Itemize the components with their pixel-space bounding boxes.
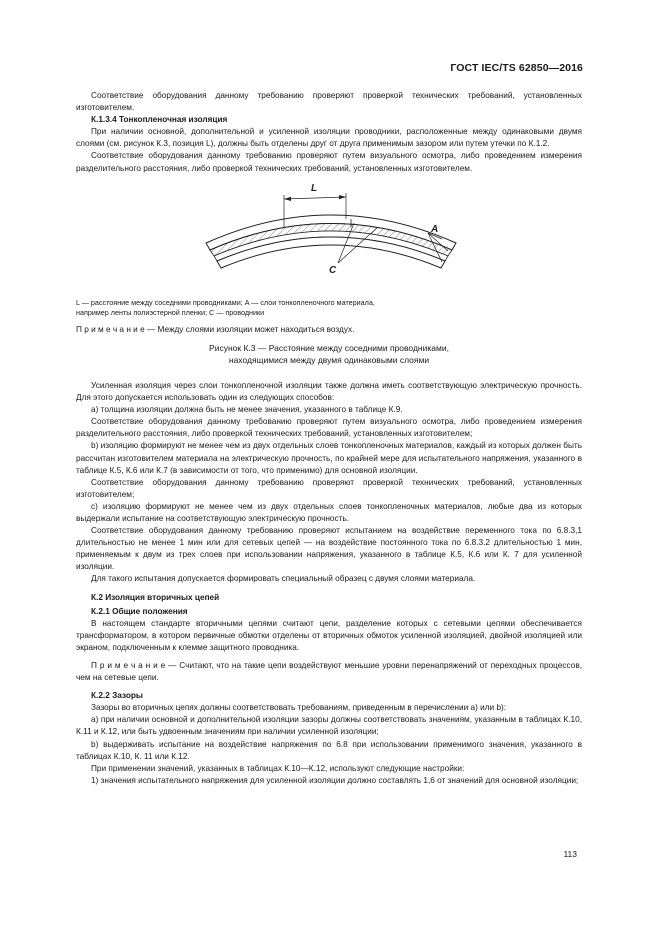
label-c: C xyxy=(329,264,337,276)
list-item-1: 1) значения испытательного напряжения для усиленной изоляции должно составлять 1,6 от значений для основной изоляции; xyxy=(91,775,579,785)
paragraph: Соответствие оборудования данному требованию проверяют путем визуального осмотра, либо проведением измерения разделительного расстояния, либо проверкой технических требований, установленных изготовителем; xyxy=(76,417,582,439)
document-code-header: ГОСТ IEC/TS 62850—2016 xyxy=(450,62,583,74)
dimension-arrow-right xyxy=(339,195,346,199)
paragraph: При применении значений, указанных в таблицах К.10—К.12, используют следующие настройки: xyxy=(91,763,465,773)
section-heading-k134: К.1.3.4 Тонкопленочная изоляция xyxy=(91,115,228,125)
label-a: A xyxy=(431,223,439,235)
section-heading-k22: К.2.2 Зазоры xyxy=(91,691,143,701)
paragraph: Соответствие оборудования данному требованию проверяют путем визуального осмотра, либо проведением измерения разделительного расстояния, либо проверкой технических требований, установленных изготовителем. xyxy=(76,151,582,173)
figure-k3-drawing xyxy=(76,175,582,297)
label-l: L xyxy=(311,182,318,194)
figure-title-line-1: Рисунок К.3 — Расстояние между соседними проводниками, xyxy=(209,342,449,353)
paragraph: Зазоры во вторичных цепях должны соответствовать требованиям, приведенным в перечислении a) или b): xyxy=(91,703,507,713)
paragraph: Усиленная изоляция через слои тонкопленочной изоляции также должна иметь соответствующую электрическую прочность. Для этого допускается использовать один из следующих способов: xyxy=(76,380,582,403)
note-label: П р и м е ч а н и е xyxy=(76,324,145,334)
note-label: П р и м е ч а н и е xyxy=(91,661,166,670)
paragraph: При наличии основной, дополнительной и усиленной изоляции проводники, расположенные между одинаковыми двумя слоями (см. рисунок К.3, позиция L), должны быть отделены друг от друга применимым зазором или путем утечки по К.1.2. xyxy=(76,127,582,149)
figure-title-line-2: находящимися между двумя одинаковыми слоями xyxy=(228,354,430,365)
list-item-c: c) изоляцию формируют не менее чем из двух отдельных слоев тонкопленочных материалов, любые два из которых выдержали испытание на соответствующую электрическую прочность. xyxy=(76,501,582,523)
dimension-arrow-left xyxy=(284,196,291,200)
figure-legend-line-1: L — расстояние между соседними проводниками; A — слои тонкопленочного материала, xyxy=(76,297,375,307)
dimension-line xyxy=(284,197,346,199)
paragraph: Для такого испытания допускается формировать специальный образец с двумя слоями материала. xyxy=(91,574,476,584)
paragraph: В настоящем стандарте вторичными цепями считают цепи, разделение которых с сетевыми цепями обеспечивается трансформатором, в котором первичные обмотки отделены от вторичных обмоток усиленной изоляцией, двойной изоляцией или экраном, подключенным к клемме защитного проводника. xyxy=(76,618,582,652)
paragraph: Соответствие оборудования данному требованию проверяют проверкой технических требований, установленных изготовителем; xyxy=(76,477,582,499)
page-body xyxy=(76,90,582,787)
section-heading-k2: К.2 Изоляция вторичных цепей xyxy=(91,592,220,602)
figure-k3 xyxy=(76,175,582,297)
page-number: 113 xyxy=(563,849,577,859)
list-item-a: a) толщина изоляции должна быть не менее значения, указанного в таблице К.9. xyxy=(91,405,403,415)
figure-legend-line-2: например ленты полиэстерной пленки; C — проводники xyxy=(76,307,265,317)
paragraph: Соответствие оборудования данному требованию проверяют проверкой технических требований, установленных изготовителем. xyxy=(76,91,582,113)
note-text: — Считают, что на такие цепи воздействуют меньшие уровни перенапряжений от переходных процессов, чем на сетевые цепи. xyxy=(76,661,582,683)
list-item-b: b) изоляцию формируют не менее чем из двух отдельных слоев тонкопленочных материалов, каждый из которых должен быть рассчитан изготовителем материала на электрическую прочность, по крайней мере для испытательного напряжения, указанного в таблице К.5, К.6 или К.7 (в зависимости от того, что применимо) для основной изоляции. xyxy=(76,441,582,475)
list-item-b: b) выдерживать испытание на воздействие напряжения по 6.8 при использовании применимого значения, указанного в таблицах К.10, К. 11 или К.12. xyxy=(76,739,582,761)
note-text: — Между слоями изоляции может находиться воздух. xyxy=(144,324,355,334)
paragraph: Соответствие оборудования данному требованию проверяют испытанием на воздействие переменного тока по 6.8.3,1 длительностью не менее 1 мин или для сетевых цепей — на воздействие постоянного тока по 6.8.3.2 длительностью 1 мин, применяемым к двум из трех слоев при использовании напряжения, указанного в таблице К.5, К.6 или К. 7 для усиленной изоляции. xyxy=(76,526,582,572)
list-item-a: a) при наличии основной и дополнительной изоляции зазоры должны соответствовать значениям, указанным в таблицах К.10, К.11 и К.12, или быть удвоенным значениям при наличии усиленной изоляции; xyxy=(76,715,582,737)
note-1 xyxy=(76,324,582,336)
note-2 xyxy=(76,660,582,684)
section-heading-k21: К.2.1 Общие положения xyxy=(91,606,188,616)
